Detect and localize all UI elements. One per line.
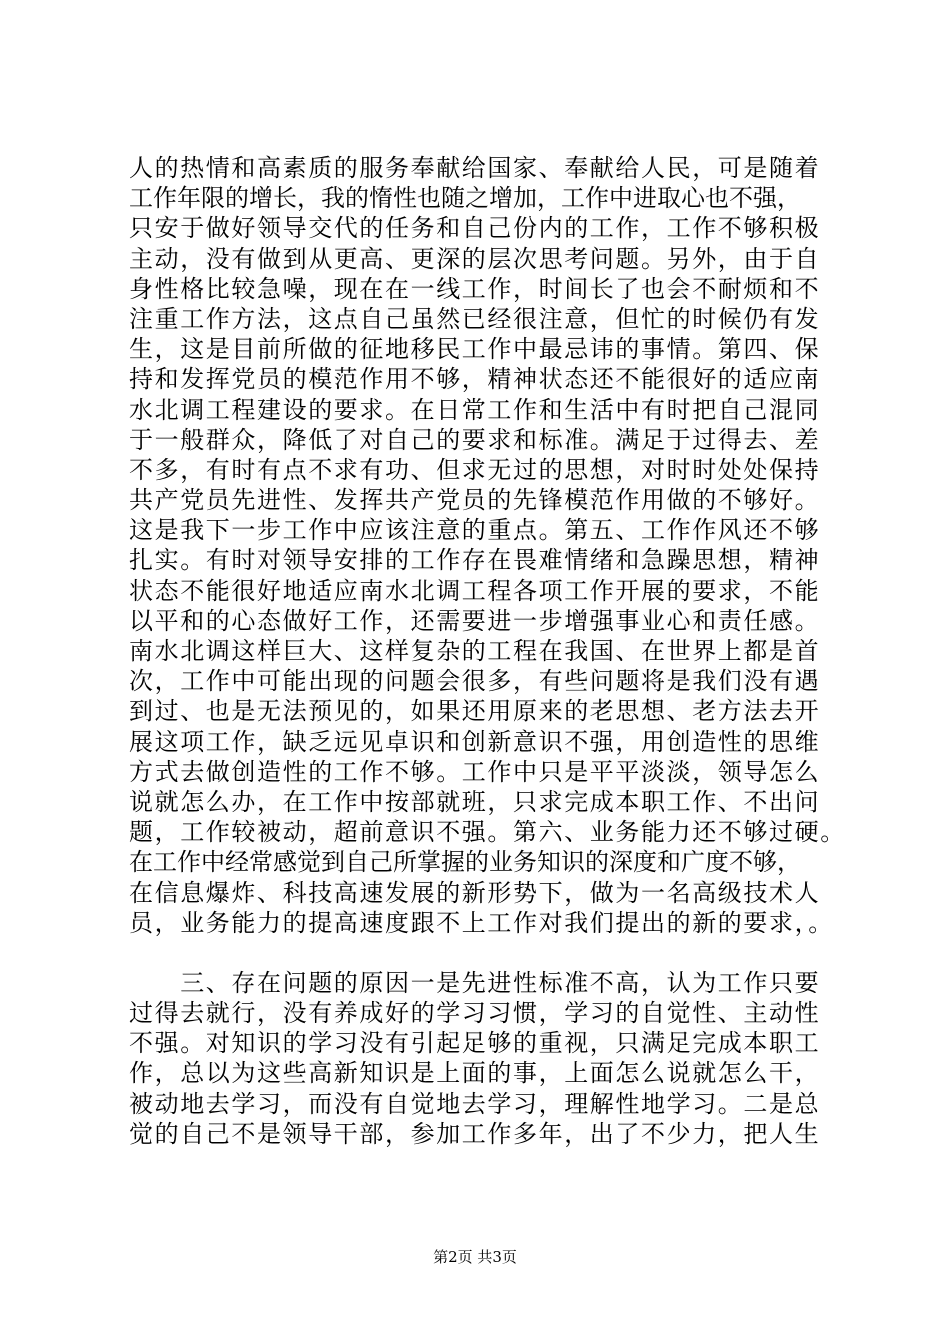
paragraph-gap [129,938,855,968]
text-line: 到过、也是无法预见的，如果还用原来的老思想、老方法去开 [129,697,821,726]
text-line: 题，工作较被动，超前意识不强。第六、业务能力还不够过硬。 [129,818,846,847]
text-line: 以平和的心态做好工作，还需要进一步增强事业心和责任感。 [129,606,821,635]
text-line: 这是我下一步工作中应该注意的重点。第五、工作作风还不够 [129,516,821,545]
text-line: 说就怎么办，在工作中按部就班，只求完成本职工作、不出问 [129,787,821,816]
text-line: 生，这是目前所做的征地移民工作中最忌讳的事情。第四、保 [129,335,821,364]
text-line: 于一般群众，降低了对自己的要求和标准。满足于过得去、差 [129,425,821,454]
text-line: 员，业务能力的提高速度跟不上工作对我们提出的新的要求，。 [129,908,834,937]
text-line: 三、存在问题的原因一是先进性标准不高，认为工作只要 [129,968,821,997]
text-line: 扎实。有时对领导安排的工作存在畏难情绪和急躁思想，精神 [129,546,821,575]
text-line: 人的热情和高素质的服务奉献给国家、奉献给人民，可是随着 [129,154,821,182]
paragraph-1 [129,153,855,938]
text-line: 在信息爆炸、科技高速发展的新形势下，做为一名高级技术人 [129,878,821,907]
text-line: 过得去就行，没有养成好的学习习惯，学习的自觉性、主动性 [129,999,821,1028]
page-footer [0,1247,950,1267]
body-text [129,153,855,1149]
text-line: 展这项工作，缺乏远见卓识和创新意识不强，用创造性的思维 [129,727,821,756]
text-line: 主动，没有做到从更高、更深的层次思考问题。另外，由于自 [129,244,821,273]
text-line: 次，工作中可能出现的问题会很多，有些问题将是我们没有遇 [129,667,821,696]
text-line: 被动地去学习，而没有自觉地去学习，理解性地学习。二是总 [129,1089,821,1118]
paragraph-2 [129,968,855,1149]
text-line: 觉的自己不是领导干部，参加工作多年，出了不少力，把人生 [129,1119,821,1148]
text-line: 方式去做创造性的工作不够。工作中只是平平淡淡，领导怎么 [129,757,821,786]
text-line: 南水北调这样巨大、这样复杂的工程在我国、在世界上都是首 [129,637,821,665]
text-line: 不强。对知识的学习没有引起足够的重视，只满足完成本职工 [129,1029,821,1058]
text-line: 只安于做好领导交代的任务和自己份内的工作，工作不够积极 [129,214,821,243]
text-line: 不多，有时有点不求有功、但求无过的思想，对时时处处保持 [129,455,821,484]
text-line: 持和发挥党员的模范作用不够，精神状态还不能很好的适应南 [129,365,821,394]
text-line: 状态不能很好地适应南水北调工程各项工作开展的要求，不能 [129,576,821,605]
page-number-label: 第2页 共3页 [433,1248,517,1266]
text-line: 在工作中经常感觉到自己所掌握的业务知识的深度和广度不够， [129,848,801,877]
text-line: 水北调工程建设的要求。在日常工作和生活中有时把自己混同 [129,395,821,424]
text-line: 作，总以为这些高新知识是上面的事，上面怎么说就怎么干， [129,1059,821,1088]
text-line: 注重工作方法，这点自己虽然已经很注意，但忙的时候仍有发 [129,304,821,333]
text-line: 工作年限的增长，我的惰性也随之增加，工作中进取心也不强， [129,184,801,213]
text-line: 共产党员先进性、发挥共产党员的先锋模范作用做的不够好。 [129,486,821,515]
text-line: 身性格比较急噪，现在在一线工作，时间长了也会不耐烦和不 [129,274,821,303]
